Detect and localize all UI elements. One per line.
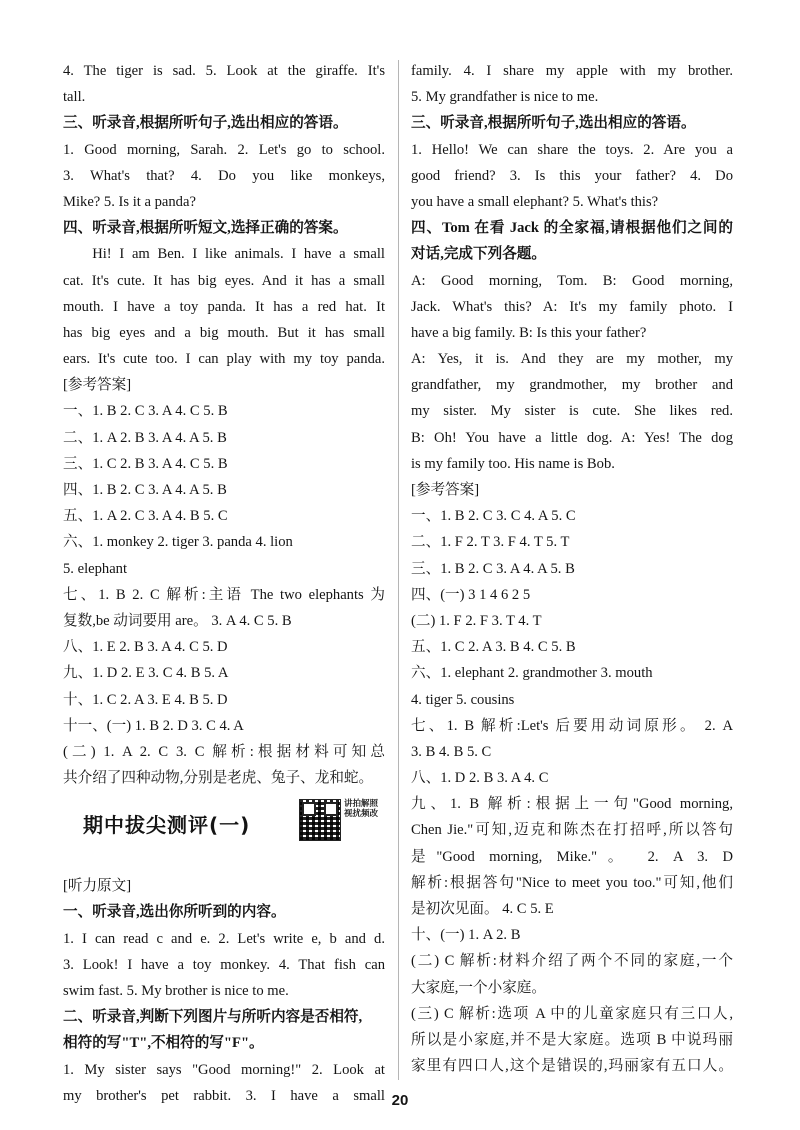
- text-line: 四、Tom 在看 Jack 的全家福,请根据他们之间的: [411, 220, 733, 237]
- text-line: 所以是小家庭,并不是大家庭。选项 B 中说玛丽: [411, 1031, 733, 1048]
- text-line: 一、听录音,选出你所听到的内容。: [63, 904, 286, 921]
- text-line: 5. My grandfather is nice to me.: [411, 89, 599, 106]
- text-line: 是初次见面。 4. C 5. E: [411, 901, 554, 917]
- text-line: 1. I can read c and e. 2. Let's write e, b and d.: [63, 930, 385, 947]
- text-line: 七、1. B 解析:Let's 后要用动词原形。 2. A: [411, 717, 733, 734]
- text-line: 一、1. B 2. C 3. A 4. C 5. B: [63, 403, 228, 420]
- text-line: you have a small elephant? 5. What's this?: [411, 193, 659, 210]
- text-line: 对话,完成下列各题。: [411, 246, 546, 263]
- text-line: mouth. I have a toy panda. It has a red hat. It: [63, 298, 385, 315]
- text-line: has big eyes and a big mouth. But it has small: [63, 324, 385, 341]
- text-line: 是"Good morning, Mike."。 2. A 3. D: [411, 848, 733, 865]
- text-line: 八、1. E 2. B 3. A 4. C 5. D: [63, 639, 228, 656]
- text-line: 二、听录音,判断下列图片与所听内容是否相符,: [63, 1009, 363, 1026]
- section-title: 期中拔尖测评(一): [83, 813, 251, 838]
- text-line: 4. The tiger is sad. 5. Look at the giraffe. It's: [63, 63, 385, 79]
- text-line: [参考答案]: [63, 377, 132, 394]
- text-line: 四、(一) 3 1 4 6 2 5: [411, 586, 531, 603]
- right-lines: [411, 58, 733, 1079]
- text-line: is my family too. His name is Bob.: [411, 455, 615, 472]
- text-line: 1. My sister says "Good morning!" 2. Look at: [63, 1061, 385, 1078]
- text-line: 1. Good morning, Sarah. 2. Let's go to school.: [63, 141, 385, 158]
- qr-code-icon: [299, 799, 341, 841]
- text-line: (二) C 解析:材料介绍了两个不同的家庭,一个: [411, 953, 733, 970]
- text-line: 复数,be 动词要用 are。 3. A 4. C 5. B: [63, 612, 292, 629]
- text-line: Jack. What's this? A: It's my family photo. I: [411, 298, 733, 315]
- text-line: (二) 1. A 2. C 3. C 解析:根据材料可知总: [63, 743, 385, 760]
- text-line: 二、1. A 2. B 3. A 4. A 5. B: [63, 429, 227, 446]
- text-line: Hi! I am Ben. I like animals. I have a small: [92, 246, 385, 263]
- text-line: B: Oh! You have a little dog. A: Yes! The dog: [411, 429, 733, 446]
- left-top-lines: [63, 58, 385, 791]
- left-column: [63, 58, 385, 1109]
- text-line: grandfather, my grandmother, my brother and: [411, 377, 733, 394]
- text-line: 十、(一) 1. A 2. B: [411, 927, 521, 944]
- text-line: 十、1. C 2. A 3. E 4. B 5. D: [63, 691, 228, 708]
- text-line: cat. It's cute. It has big eyes. And it has a small: [63, 272, 385, 289]
- text-line: 1. Hello! We can share the toys. 2. Are you a: [411, 141, 733, 158]
- text-line: 4. tiger 5. cousins: [411, 691, 515, 708]
- text-line: 二、1. F 2. T 3. F 4. T 5. T: [411, 534, 570, 551]
- text-line: 四、听录音,根据所听短文,选择正确的答案。: [63, 220, 348, 237]
- left-bottom-lines: [63, 873, 385, 1109]
- text-line: Chen Jie."可知,迈克和陈杰在打招呼,所以答句: [411, 822, 733, 839]
- text-line: my sister. My sister is cute. She likes red.: [411, 403, 733, 420]
- text-line: 三、听录音,根据所听句子,选出相应的答语。: [411, 115, 696, 132]
- text-line: 五、1. A 2. C 3. A 4. B 5. C: [63, 508, 228, 525]
- text-line: 3. What's that? 4. Do you like monkeys,: [63, 167, 385, 184]
- text-line: (三) C 解析:选项 A 中的儿童家庭只有三口人,: [411, 1005, 733, 1022]
- text-line: [参考答案]: [411, 482, 480, 498]
- text-line: 五、1. C 2. A 3. B 4. C 5. B: [411, 639, 576, 656]
- right-column: [411, 58, 733, 1079]
- text-line: 相符的写"T",不相符的写"F"。: [63, 1035, 264, 1052]
- text-line: A: Yes, it is. And they are my mother, my: [411, 351, 733, 368]
- text-line: 六、1. elephant 2. grandmother 3. mouth: [411, 665, 653, 682]
- text-line: 大家庭,一个小家庭。: [411, 979, 546, 996]
- text-line: 三、1. B 2. C 3. A 4. A 5. B: [411, 560, 575, 577]
- text-line: 解析:根据答句"Nice to meet you too."可知,他们: [411, 874, 733, 891]
- text-line: 共介绍了四种动物,分别是老虎、兔子、龙和蛇。: [63, 770, 374, 787]
- text-line: good friend? 3. Is this your father? 4. Do: [411, 167, 733, 184]
- text-line: 一、1. B 2. C 3. C 4. A 5. C: [411, 508, 576, 525]
- text-line: 家里有四口人,这个是错误的,玛丽家有五口人。: [411, 1058, 733, 1075]
- text-line: 三、1. C 2. B 3. A 4. C 5. B: [63, 455, 228, 472]
- text-line: have a big family. B: Is this your father?: [411, 324, 647, 341]
- text-line: tall.: [63, 89, 86, 106]
- text-line: family. 4. I share my apple with my brother.: [411, 63, 733, 79]
- text-line: [听力原文]: [63, 878, 132, 895]
- text-line: Mike? 5. Is it a panda?: [63, 193, 196, 210]
- text-line: 3. B 4. B 5. C: [411, 743, 492, 760]
- qr-label: 讲拍解照视扰频改: [343, 799, 378, 820]
- text-line: 七、1. B 2. C 解析:主语 The two elephants 为: [63, 586, 385, 603]
- text-line: my brother's pet rabbit. 3. I have a small: [63, 1087, 385, 1104]
- text-line: swim fast. 5. My brother is nice to me.: [63, 983, 289, 999]
- text-line: 十一、(一) 1. B 2. D 3. C 4. A: [63, 717, 244, 734]
- text-line: A: Good morning, Tom. B: Good morning,: [411, 272, 733, 289]
- text-line: 四、1. B 2. C 3. A 4. A 5. B: [63, 482, 227, 498]
- text-line: 三、听录音,根据所听句子,选出相应的答语。: [63, 115, 348, 132]
- text-line: 六、1. monkey 2. tiger 3. panda 4. lion: [63, 534, 293, 551]
- text-line: 九、1. D 2. E 3. C 4. B 5. A: [63, 665, 229, 682]
- text-line: 3. Look! I have a toy monkey. 4. That fish can: [63, 956, 385, 973]
- section-header: [63, 791, 385, 873]
- text-line: (二) 1. F 2. F 3. T 4. T: [411, 612, 542, 629]
- column-divider: [398, 60, 399, 1080]
- text-line: ears. It's cute too. I can play with my toy panda.: [63, 351, 385, 368]
- text-line: 5. elephant: [63, 560, 128, 577]
- text-line: 九、1. B 解析:根据上一句"Good morning,: [411, 796, 733, 813]
- page-number: 20: [391, 1092, 409, 1109]
- text-line: 八、1. D 2. B 3. A 4. C: [411, 770, 549, 787]
